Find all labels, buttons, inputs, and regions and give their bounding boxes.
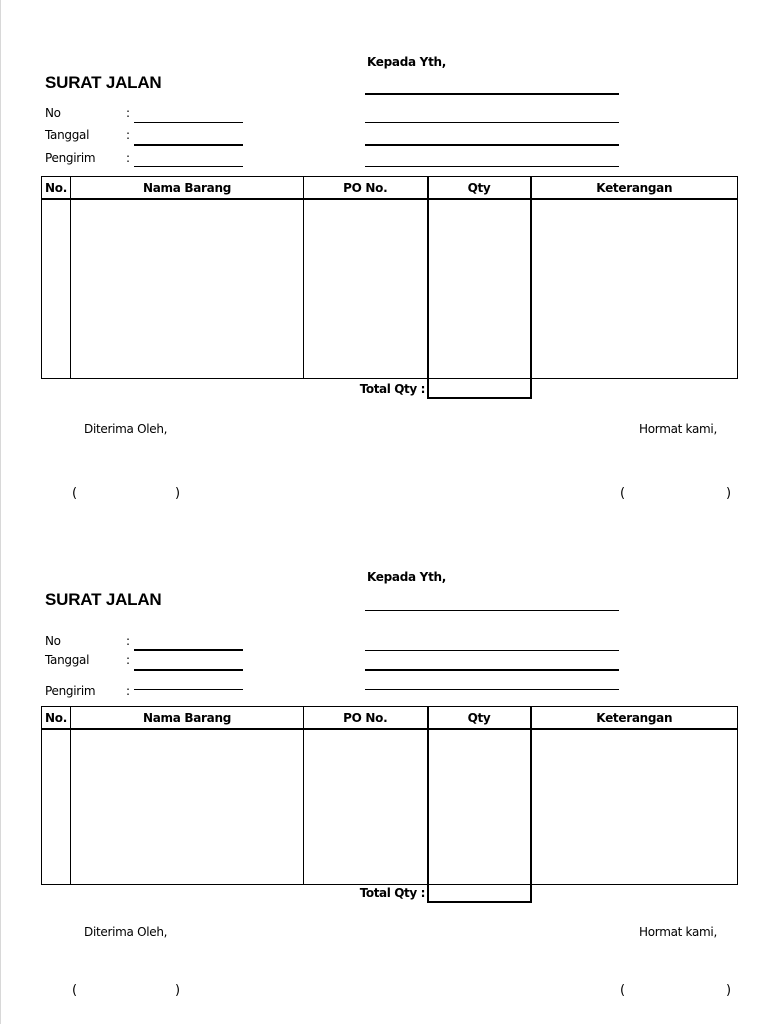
header-no: No.: [42, 177, 71, 200]
table-header-row: [42, 707, 738, 730]
total-qty-label: Total Qty :: [359, 886, 425, 900]
recipient-line-4[interactable]: [365, 689, 619, 690]
header-keterangan: Keterangan: [531, 177, 738, 200]
received-sign-open-paren: (: [72, 983, 78, 998]
cell-keterangan[interactable]: [531, 199, 738, 379]
header-po-no: PO No.: [304, 177, 428, 200]
recipient-line-2[interactable]: [365, 122, 619, 123]
received-sign-close-paren: ): [175, 983, 181, 998]
cell-nama-barang[interactable]: [71, 199, 304, 379]
recipient-line-1[interactable]: [365, 93, 619, 95]
recipient-line-3[interactable]: [365, 144, 619, 146]
regards-sign-close-paren: ): [726, 983, 732, 998]
items-table: [41, 176, 738, 379]
field-line-pengirim[interactable]: [134, 689, 243, 690]
recipient-heading: Kepada Yth,: [367, 570, 447, 584]
total-qty-label: Total Qty :: [359, 382, 425, 396]
cell-nama-barang[interactable]: [71, 729, 304, 885]
header-no: No.: [42, 707, 71, 730]
recipient-line-2[interactable]: [365, 650, 619, 651]
regards-label: Hormat kami,: [639, 925, 717, 939]
cell-po-no[interactable]: [304, 199, 428, 379]
field-line-no[interactable]: [134, 122, 243, 123]
total-qty-box[interactable]: [427, 883, 532, 903]
field-label-pengirim: Pengirim: [45, 684, 96, 698]
recipient-line-4[interactable]: [365, 166, 619, 167]
cell-po-no[interactable]: [304, 729, 428, 885]
page-edge: [0, 0, 1, 1024]
cell-qty[interactable]: [428, 729, 531, 885]
field-label-no: No: [45, 634, 61, 648]
received-by-label: Diterima Oleh,: [84, 925, 168, 939]
header-po-no: PO No.: [304, 707, 428, 730]
field-line-tanggal[interactable]: [134, 669, 243, 671]
items-table: [41, 706, 738, 885]
field-colon: :: [126, 106, 131, 120]
header-qty: Qty: [428, 177, 531, 200]
header-nama-barang: Nama Barang: [71, 177, 304, 200]
field-colon: :: [126, 684, 131, 698]
header-keterangan: Keterangan: [531, 707, 738, 730]
regards-sign-open-paren: (: [620, 486, 626, 501]
regards-sign-open-paren: (: [620, 983, 626, 998]
header-qty: Qty: [428, 707, 531, 730]
total-qty-box[interactable]: [427, 379, 532, 399]
field-label-no: No: [45, 106, 61, 120]
field-label-tanggal: Tanggal: [45, 128, 90, 142]
field-label-pengirim: Pengirim: [45, 151, 96, 165]
field-colon: :: [126, 634, 131, 648]
field-line-no[interactable]: [134, 649, 243, 651]
cell-no[interactable]: [42, 729, 71, 885]
header-nama-barang: Nama Barang: [71, 707, 304, 730]
recipient-line-1[interactable]: [365, 610, 619, 611]
field-colon: :: [126, 128, 131, 142]
form-title: SURAT JALAN: [45, 73, 162, 92]
regards-label: Hormat kami,: [639, 422, 717, 436]
table-row: [42, 729, 738, 885]
field-label-tanggal: Tanggal: [45, 653, 90, 667]
cell-keterangan[interactable]: [531, 729, 738, 885]
form-title: SURAT JALAN: [45, 590, 162, 609]
table-row: [42, 199, 738, 379]
cell-qty[interactable]: [428, 199, 531, 379]
table-header-row: [42, 177, 738, 200]
field-colon: :: [126, 653, 131, 667]
cell-no[interactable]: [42, 199, 71, 379]
regards-sign-close-paren: ): [726, 486, 732, 501]
recipient-line-3[interactable]: [365, 669, 619, 671]
field-colon: :: [126, 151, 131, 165]
received-sign-close-paren: ): [175, 486, 181, 501]
field-line-pengirim[interactable]: [134, 166, 243, 167]
field-line-tanggal[interactable]: [134, 144, 243, 146]
received-by-label: Diterima Oleh,: [84, 422, 168, 436]
recipient-heading: Kepada Yth,: [367, 55, 447, 69]
received-sign-open-paren: (: [72, 486, 78, 501]
